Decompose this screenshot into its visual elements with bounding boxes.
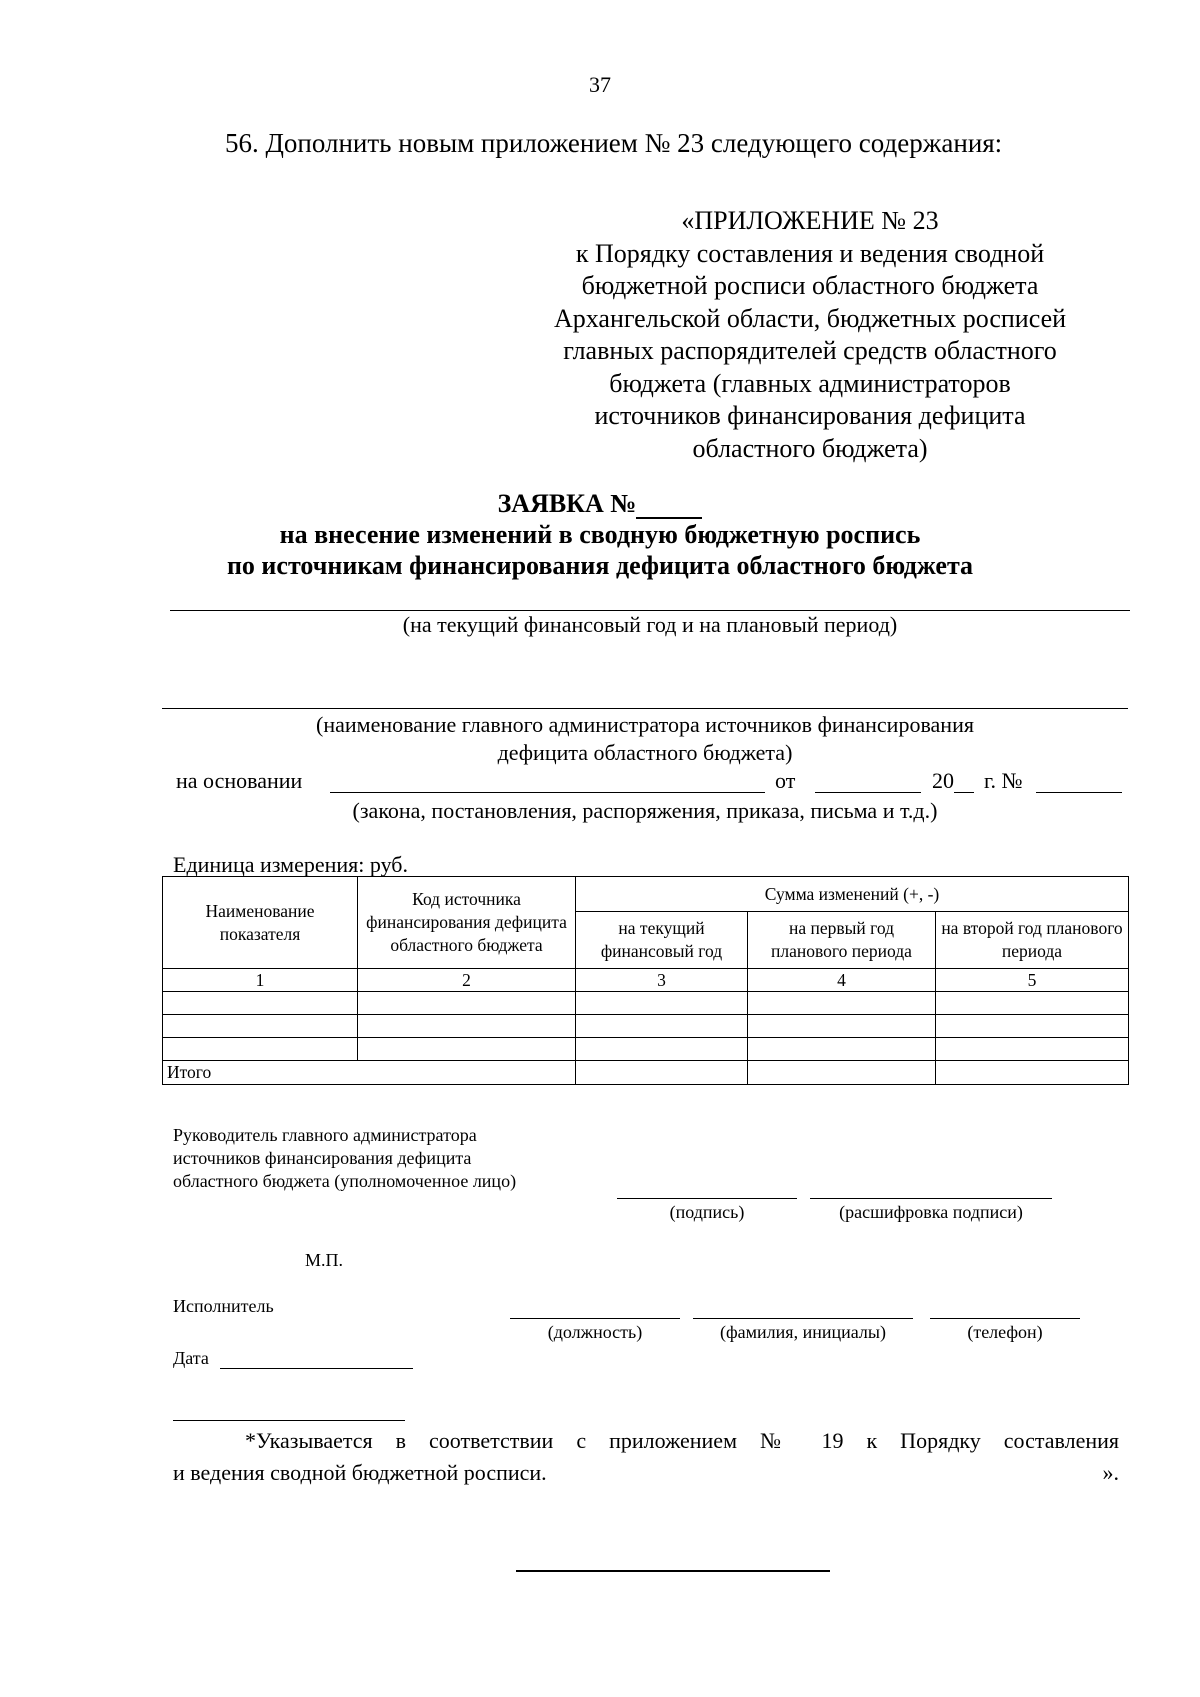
appendix-header [520, 205, 1100, 465]
period-field[interactable] [170, 610, 1130, 611]
page-number: 37 [589, 72, 611, 97]
table-cell[interactable] [163, 992, 358, 1015]
basis-number-label: г. № [984, 768, 1023, 793]
basis-caption: (закона, постановления, распоряжения, приказа, письма и т.д.) [352, 798, 938, 823]
appendix-line: источников финансирования дефицита [594, 401, 1026, 430]
table-cell[interactable] [163, 1038, 358, 1061]
stamp-label: М.П. [305, 1250, 344, 1270]
footnote-line-1: *Указывается в соответствии с приложением № 19 к Порядку составления [245, 1428, 1119, 1453]
administrator-caption-2: дефицита областного бюджета) [497, 740, 793, 765]
table-cell[interactable] [748, 992, 936, 1015]
position-caption: (должность) [547, 1322, 643, 1342]
appendix-line: к Порядку составления и ведения сводной [575, 238, 1045, 268]
administrator-field[interactable] [162, 708, 1128, 709]
signature-field[interactable] [617, 1198, 797, 1199]
table-cell[interactable] [936, 1015, 1129, 1038]
footnote-separator [173, 1420, 405, 1421]
table-cell[interactable] [748, 1038, 936, 1061]
intro-paragraph: 56. Дополнить новым приложением № 23 следующего содержания: [225, 128, 1003, 158]
closing-quote: ». [1102, 1460, 1119, 1485]
name-caption: (фамилия, инициалы) [720, 1322, 886, 1342]
footnote [173, 1425, 1119, 1489]
date-label: Дата [173, 1348, 209, 1368]
appendix-line: бюджетной росписи областного бюджета [581, 271, 1039, 300]
basis-date-field[interactable] [815, 792, 921, 793]
column-number: 2 [358, 969, 576, 992]
appendix-line: областного бюджета) [692, 433, 928, 463]
table-cell[interactable] [936, 1038, 1129, 1061]
header-indicator-name: Наименование показателя [163, 877, 358, 969]
head-line: областного бюджета (уполномоченное лицо) [173, 1171, 517, 1191]
end-separator [516, 1570, 830, 1572]
header-current-year: на текущий финансовый год [576, 912, 748, 969]
document-title [0, 488, 1200, 581]
table-row [163, 992, 1129, 1015]
signature-caption: (подпись) [669, 1202, 745, 1222]
appendix-line: главных распорядителей средств областного [563, 336, 1057, 365]
administrator-caption-1: (наименование главного администратора источников финансирования [316, 712, 974, 737]
table-cell[interactable] [576, 1061, 748, 1085]
date-field[interactable] [220, 1368, 413, 1369]
header-sum-changes: Сумма изменений (+, -) [576, 877, 1129, 912]
signature-decode-field[interactable] [810, 1198, 1052, 1199]
table-row [163, 1015, 1129, 1038]
basis-number-field[interactable] [1036, 792, 1122, 793]
title-line-1: на внесение изменений в сводную бюджетную роспись [279, 520, 921, 549]
column-number: 3 [576, 969, 748, 992]
table-cell[interactable] [358, 1015, 576, 1038]
appendix-line: Архангельской области, бюджетных росписей [553, 303, 1067, 333]
table-cell[interactable] [748, 1061, 936, 1085]
table-cell[interactable] [358, 1038, 576, 1061]
column-number: 4 [748, 969, 936, 992]
head-of-administrator-label [173, 1124, 516, 1193]
title-heading: ЗАЯВКА № [497, 489, 637, 518]
header-source-code: Код источника финансирования дефицита областного бюджета [358, 877, 576, 969]
period-caption: (на текущий финансовый год и на плановый период) [402, 612, 898, 637]
column-number: 1 [163, 969, 358, 992]
table-cell[interactable] [576, 1038, 748, 1061]
executor-position-field[interactable] [510, 1318, 680, 1319]
table-row [163, 1038, 1129, 1061]
table-cell[interactable] [936, 1061, 1129, 1085]
appendix-line: «ПРИЛОЖЕНИЕ № 23 [681, 206, 939, 235]
header-second-plan-year: на второй год планового периода [936, 912, 1129, 969]
table-cell[interactable] [576, 992, 748, 1015]
head-line: источников финансирования дефицита [173, 1148, 472, 1168]
table-cell[interactable] [748, 1015, 936, 1038]
phone-caption: (телефон) [967, 1322, 1043, 1342]
table-cell[interactable] [163, 1015, 358, 1038]
basis-year-label: 20 [932, 768, 954, 793]
basis-document-field[interactable] [330, 792, 765, 793]
column-number: 5 [936, 969, 1129, 992]
table-cell[interactable] [936, 992, 1129, 1015]
total-row [163, 1061, 1129, 1085]
executor-name-field[interactable] [693, 1318, 913, 1319]
changes-table [162, 876, 1129, 1085]
basis-year-field[interactable] [954, 792, 974, 793]
table-cell[interactable] [576, 1015, 748, 1038]
table-cell[interactable] [358, 992, 576, 1015]
head-line: Руководитель главного администратора [173, 1125, 477, 1145]
executor-phone-field[interactable] [930, 1318, 1080, 1319]
signature-decode-caption: (расшифровка подписи) [839, 1202, 1023, 1222]
appendix-line: бюджета (главных администраторов [609, 368, 1011, 398]
title-line-2: по источникам финансирования дефицита областного бюджета [226, 551, 974, 580]
executor-label: Исполнитель [173, 1296, 274, 1316]
total-label: Итого [163, 1061, 576, 1085]
footnote-line-2: и ведения сводной бюджетной росписи. [173, 1460, 547, 1485]
basis-label: на основании [176, 768, 303, 793]
unit-label: Единица измерения: руб. [173, 852, 408, 877]
application-number-field[interactable] [636, 493, 702, 519]
basis-from-label: от [775, 768, 796, 793]
header-first-plan-year: на первый год планового периода [748, 912, 936, 969]
